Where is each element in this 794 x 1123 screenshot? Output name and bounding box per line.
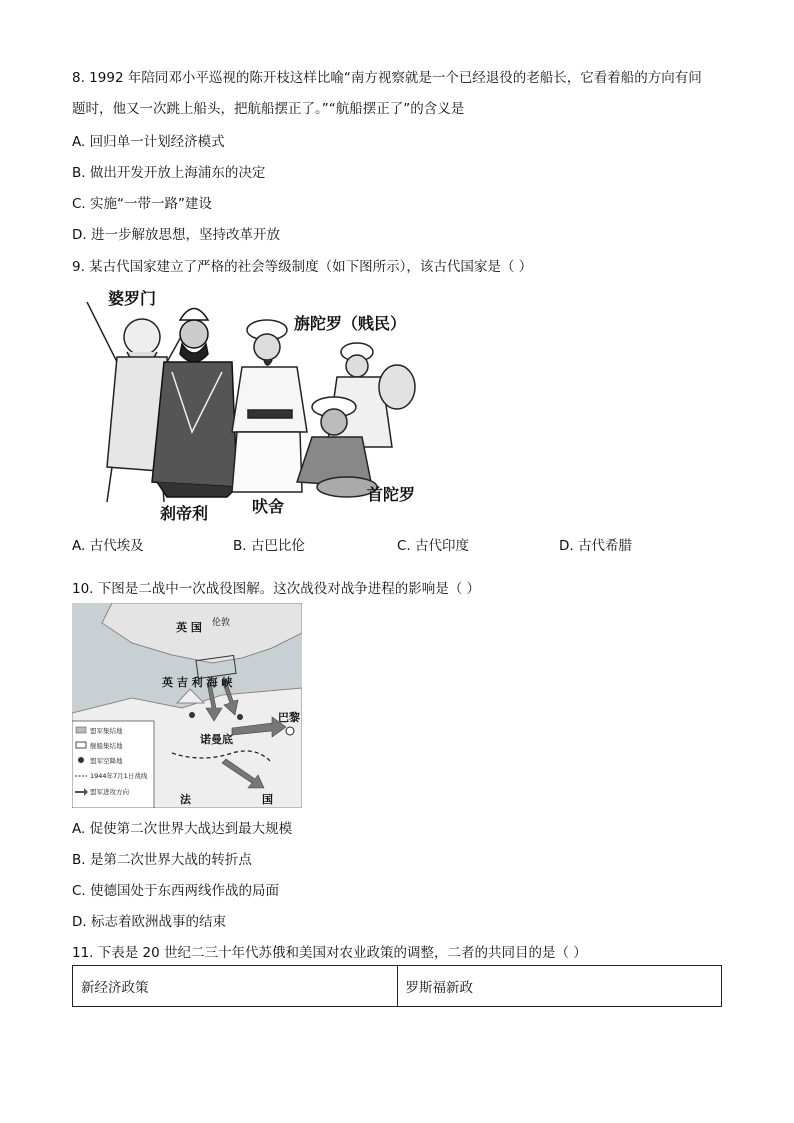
q8-stem-line2: 题时，他又一次跳上船头，把航船摆正了。”“航船摆正了”的含义是 [72,101,465,117]
label-untouchable: 旃陀罗（贱民） [294,314,407,333]
label-shudra: 首陀罗 [367,485,416,504]
q9-options [72,534,722,554]
map-label-uk: 英 国 [176,621,202,634]
q10-option-d[interactable]: D. 标志着欧洲战事的结束 [72,914,226,930]
q10-option-a[interactable]: A. 促使第二次世界大战达到最大规模 [72,821,293,837]
table-row [73,966,722,1007]
q9-option-a[interactable]: A. 古代埃及 [72,538,144,554]
q10-option-b[interactable]: B. 是第二次世界大战的转折点 [72,852,252,868]
table-header-nep: 新经济政策 [73,966,398,1007]
q10-option-c[interactable]: C. 使德国处于东西两线作战的局面 [72,883,280,899]
q11-table [72,965,722,1007]
q8-option-c[interactable]: C. 实施“一带一路”建设 [72,196,212,212]
q10-stem: 10. 下图是二战中一次战役图解。这次战役对战争进程的影响是（ ） [72,581,481,597]
q8-option-d[interactable]: D. 进一步解放思想，坚持改革开放 [72,227,280,243]
legend-airborne: 盟军空降地 [90,757,123,765]
map-label-paris: 巴黎 [278,711,300,724]
legend-advance: 盟军进攻方向 [90,788,129,796]
q9-option-c[interactable]: C. 古代印度 [397,538,470,554]
map-label-france-2: 国 [262,793,273,806]
map-label-london: 伦敦 [212,618,231,628]
q8-stem-line1: 8. 1992 年陪同邓小平巡视的陈开枝这样比喻“南方视察就是一个已经退役的老船长，它看着船的方向有问 [72,70,702,86]
q9-stem: 9. 某古代国家建立了严格的社会等级制度（如下图所示），该古代国家是（ ） [72,259,533,275]
q8-option-b[interactable]: B. 做出开发开放上海浦东的决定 [72,165,266,181]
legend-fleet-assembly: 舰船集结地 [90,742,123,750]
q8-option-a[interactable]: A. 回归单一计划经济模式 [72,134,225,150]
q11-stem: 11. 下表是 20 世纪二三十年代苏俄和美国对农业政策的调整，二者的共同目的是（ ） [72,945,587,961]
map-label-channel: 英 吉 利 海 峡 [162,676,233,689]
legend-front-line: 1944年7月1日战线 [90,772,148,780]
label-brahmin: 婆罗门 [108,289,157,308]
legend-allied-assembly: 盟军集结地 [90,727,123,735]
normandy-map [72,603,302,808]
q9-option-d[interactable]: D. 古代希腊 [559,538,632,554]
caste-illustration [72,282,422,527]
map-label-france-1: 法 [180,793,191,806]
label-vaishya: 吠舍 [252,497,285,516]
table-header-new-deal: 罗斯福新政 [397,966,722,1007]
q9-option-b[interactable]: B. 古巴比伦 [233,538,305,554]
map-label-normandy: 诺曼底 [200,733,233,746]
label-kshatriya: 刹帝利 [160,504,209,523]
